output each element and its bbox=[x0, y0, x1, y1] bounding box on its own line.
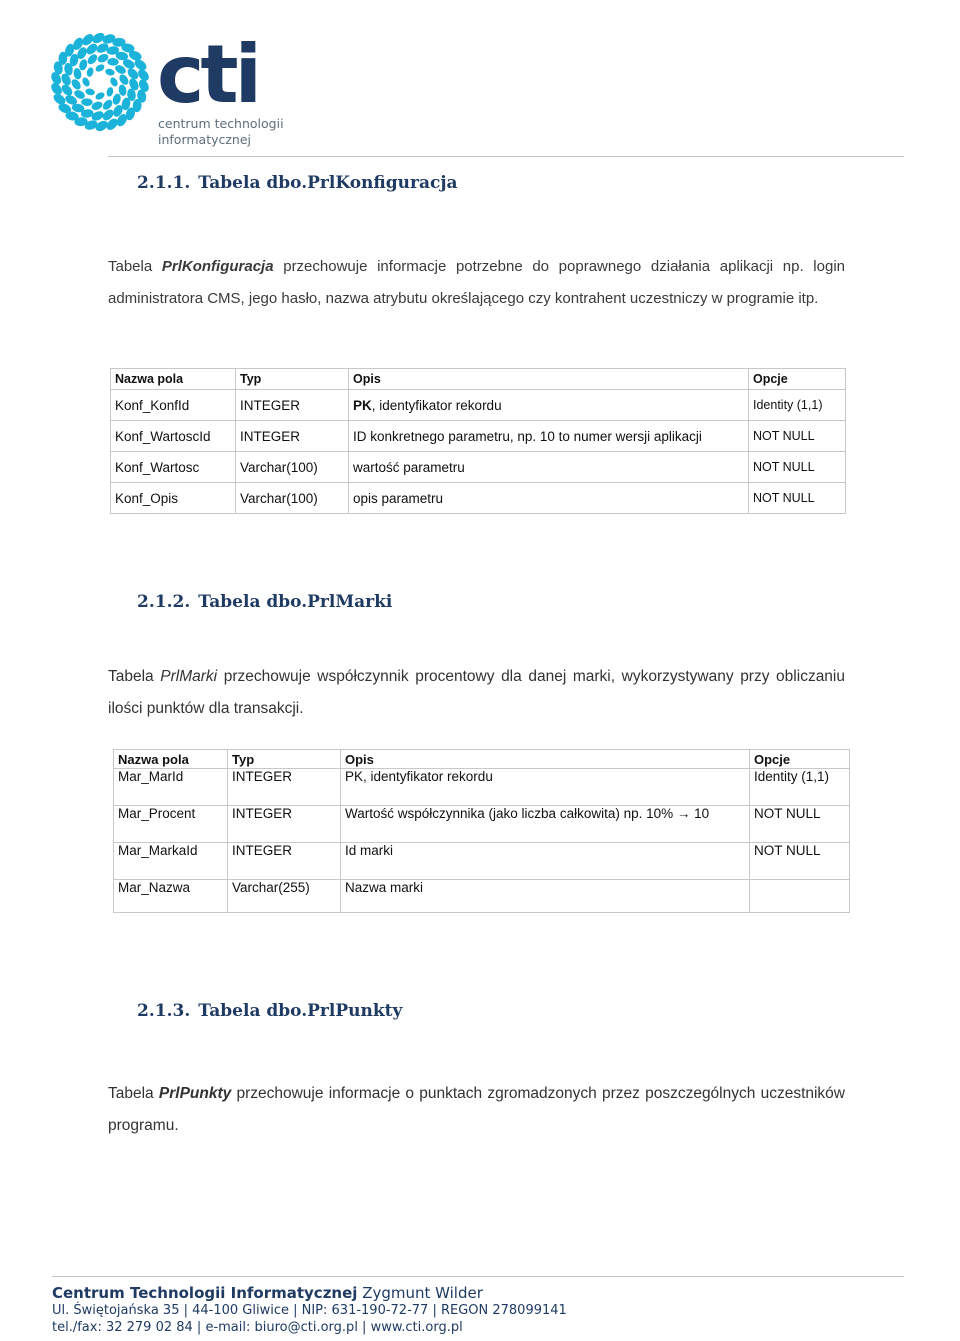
field-type: INTEGER bbox=[228, 843, 341, 880]
primary-key-label: PK bbox=[353, 397, 372, 413]
field-options: Identity (1,1) bbox=[749, 390, 846, 421]
logo-swirl-segment bbox=[81, 76, 91, 88]
section-number: 2.1.3. bbox=[137, 1001, 191, 1021]
prlkonfiguracja-schema-table bbox=[110, 368, 846, 514]
footer-contact: tel./fax: 32 279 02 84 | e-mail: biuro@cti.org.pl | www.cti.org.pl bbox=[52, 1320, 463, 1335]
field-type: Varchar(100) bbox=[236, 483, 349, 514]
footer-company-owner: Zygmunt Wilder bbox=[357, 1284, 483, 1302]
para-body: przechowuje informacje potrzebne do poprawnego działania aplikacji np. login administratora CMS, jego hasło, nazwa atrybutu określającego czy kontrahent uczestniczy w programie itp. bbox=[108, 258, 845, 307]
field-description bbox=[349, 421, 749, 452]
table-name-emphasis: PrlKonfiguracja bbox=[161, 258, 274, 275]
description-text: wartość parametru bbox=[353, 459, 465, 475]
section-title: Tabela dbo.PrlPunkty bbox=[198, 1001, 403, 1021]
logo-swirl-segment bbox=[107, 58, 119, 66]
section-description-prlmarki bbox=[108, 661, 845, 725]
section-description-prlkonfiguracja bbox=[108, 251, 845, 315]
section-heading-prlpunkty bbox=[137, 1001, 402, 1021]
field-type: Varchar(255) bbox=[228, 880, 341, 913]
logo-word-text: cti bbox=[157, 38, 259, 108]
logo-swirl-segment bbox=[117, 73, 130, 87]
table-row bbox=[114, 806, 850, 843]
field-type: INTEGER bbox=[236, 390, 349, 421]
column-header-name: Nazwa pola bbox=[111, 369, 236, 390]
field-options: Identity (1,1) bbox=[750, 769, 850, 806]
table-name-emphasis: PrlPunkty bbox=[158, 1085, 232, 1102]
logo-swirl-segment bbox=[81, 98, 93, 106]
table-row bbox=[111, 421, 846, 452]
para-body: przechowuje współczynnik procentowy dla danej marki, wykorzystywany przy obliczaniu ilości punktów dla transakcji. bbox=[108, 668, 845, 717]
section-description-prlpunkty bbox=[108, 1078, 845, 1142]
logo-swirl-segment bbox=[86, 52, 99, 66]
field-options: NOT NULL bbox=[749, 483, 846, 514]
header-divider bbox=[108, 156, 904, 157]
field-description: Id marki bbox=[341, 843, 750, 880]
table-header-row bbox=[114, 750, 850, 769]
field-options: NOT NULL bbox=[749, 452, 846, 483]
cti-logo-icon bbox=[50, 32, 150, 132]
table-row bbox=[111, 483, 846, 514]
prlmarki-schema-table bbox=[113, 749, 850, 913]
para-body: przechowuje informacje o punktach zgromadzonych przez poszczególnych uczestników programu. bbox=[108, 1085, 846, 1134]
field-name: Konf_Wartosc bbox=[111, 452, 236, 483]
table-row bbox=[111, 452, 846, 483]
logo-swirl-segment bbox=[109, 76, 119, 88]
logo-swirl-segment bbox=[86, 67, 95, 78]
logo-subtitle-line-1: centrum technologii bbox=[158, 116, 284, 131]
footer-divider bbox=[52, 1276, 904, 1277]
section-number: 2.1.2. bbox=[137, 592, 191, 612]
logo-swirl-segment bbox=[78, 58, 88, 71]
para-prefix: Tabela bbox=[108, 668, 161, 685]
logo-swirl-segment bbox=[104, 68, 115, 77]
column-header-options: Opcje bbox=[750, 750, 850, 769]
field-name: Konf_Opis bbox=[111, 483, 236, 514]
field-description bbox=[349, 390, 749, 421]
field-name: Mar_Procent bbox=[114, 806, 228, 843]
field-options: NOT NULL bbox=[750, 806, 850, 843]
field-description bbox=[349, 452, 749, 483]
section-title: Tabela dbo.PrlMarki bbox=[198, 592, 393, 612]
field-description: PK, identyfikator rekordu bbox=[341, 769, 750, 806]
field-type: Varchar(100) bbox=[236, 452, 349, 483]
field-name: Mar_Nazwa bbox=[114, 880, 228, 913]
logo-swirl-segment bbox=[106, 86, 115, 97]
para-prefix: Tabela bbox=[108, 258, 162, 275]
field-description: Nazwa marki bbox=[341, 880, 750, 913]
table-row bbox=[114, 880, 850, 913]
column-header-type: Typ bbox=[228, 750, 341, 769]
field-options bbox=[750, 880, 850, 913]
field-name: Konf_WartoscId bbox=[111, 421, 236, 452]
description-text: , identyfikator rekordu bbox=[371, 397, 502, 413]
field-name: Mar_MarId bbox=[114, 769, 228, 806]
field-options: NOT NULL bbox=[749, 421, 846, 452]
cti-logo-wordmark bbox=[157, 38, 277, 108]
para-prefix: Tabela bbox=[108, 1085, 159, 1102]
table-row bbox=[111, 390, 846, 421]
field-name: Konf_KonfId bbox=[111, 390, 236, 421]
field-options: NOT NULL bbox=[750, 843, 850, 880]
field-description bbox=[349, 483, 749, 514]
section-heading-prlmarki bbox=[137, 592, 392, 612]
column-header-options: Opcje bbox=[749, 369, 846, 390]
column-header-description: Opis bbox=[341, 750, 750, 769]
table-name-emphasis: PrlMarki bbox=[160, 668, 218, 685]
logo-subtitle-line-2: informatycznej bbox=[158, 132, 252, 147]
footer-company-name: Centrum Technologii Informatycznej bbox=[52, 1284, 358, 1302]
field-description: Wartość współczynnika (jako liczba całkowita) np. 10% → 10 bbox=[341, 806, 750, 843]
field-name: Mar_MarkaId bbox=[114, 843, 228, 880]
logo-swirl-segment bbox=[70, 78, 83, 92]
logo-swirl-segment bbox=[101, 98, 114, 112]
footer-company bbox=[52, 1284, 483, 1302]
table-row bbox=[114, 843, 850, 880]
field-type: INTEGER bbox=[228, 769, 341, 806]
description-text: ID konkretnego parametru, np. 10 to numer wersji aplikacji bbox=[353, 428, 702, 444]
column-header-type: Typ bbox=[236, 369, 349, 390]
table-row bbox=[114, 769, 850, 806]
description-text: opis parametru bbox=[353, 490, 444, 506]
table-header-row bbox=[111, 369, 846, 390]
section-number: 2.1.1. bbox=[137, 173, 191, 193]
field-type: INTEGER bbox=[228, 806, 341, 843]
logo-swirl-segment bbox=[85, 88, 96, 97]
section-heading-prlkonfiguracja bbox=[137, 173, 458, 193]
field-type: INTEGER bbox=[236, 421, 349, 452]
logo-swirl-segment bbox=[94, 91, 106, 101]
column-header-name: Nazwa pola bbox=[114, 750, 228, 769]
logo-swirl-segment bbox=[112, 93, 122, 106]
footer-address: Ul. Świętojańska 35 | 44-100 Gliwice | NIP: 631-190-72-77 | REGON 278099141 bbox=[52, 1303, 567, 1318]
section-title: Tabela dbo.PrlKonfiguracja bbox=[198, 173, 458, 193]
column-header-description: Opis bbox=[349, 369, 749, 390]
logo-swirl-segment bbox=[94, 63, 106, 73]
